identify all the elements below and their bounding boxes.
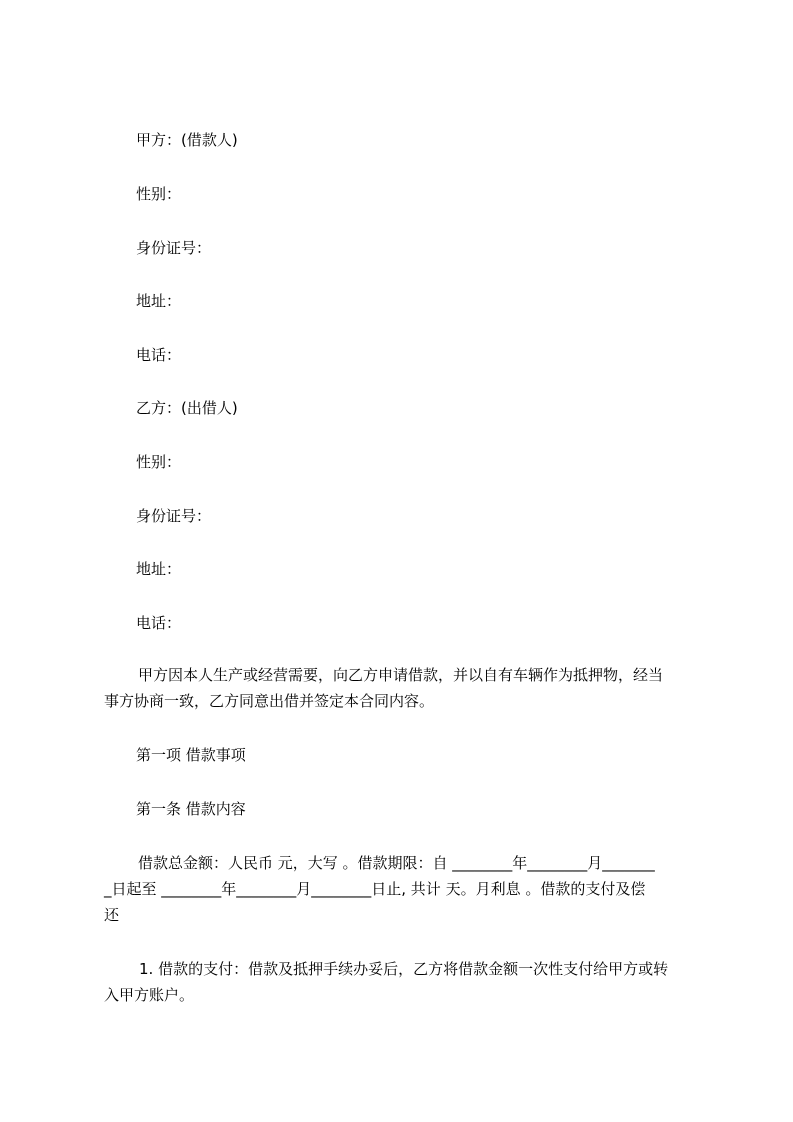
- party-a-phone-label: 电话：: [136, 346, 182, 364]
- intro-line-2: 事方协商一致，乙方同意出借并签定本合同内容。: [104, 692, 435, 710]
- party-b-heading: 乙方：(出借人): [136, 399, 238, 417]
- party-a-id-number-label: 身份证号：: [136, 239, 212, 257]
- loan-content-line-3: 还: [104, 906, 120, 924]
- party-b-id-number-label: 身份证号：: [136, 507, 212, 525]
- loan-content-line-2: _日起至 ________年________月________日止, 共计 天。月利息 。借款的支付及偿: [104, 880, 646, 898]
- party-a-address-label: 地址：: [136, 292, 182, 310]
- party-b-address-label: 地址：: [136, 560, 182, 578]
- loan-content-paragraph: [104, 850, 702, 928]
- intro-text-1: 甲方因本人生产或经营需要，向乙方申请借款，并以自有车辆作为抵押物，经当: [138, 666, 664, 684]
- party-a-gender-label: 性别：: [136, 185, 182, 203]
- intro-line-1: [104, 662, 702, 688]
- party-a-heading: 甲方：(借款人): [136, 131, 238, 149]
- clause-1-line-2: 入甲方账户。: [104, 986, 195, 1004]
- clause-1-line-1: [104, 956, 702, 982]
- clause-1-text-1: 1. 借款的支付：借款及抵押手续办妥后，乙方将借款金额一次性支付给甲方或转: [139, 960, 669, 978]
- section-heading: 第一项 借款事项: [136, 746, 246, 764]
- party-b-gender-label: 性别：: [136, 453, 182, 471]
- loan-content-text-1: 借款总金额：人民币 元，大写 。借款期限：自 ________年________月_______: [138, 854, 655, 872]
- loan-content-line-1: [104, 850, 702, 876]
- intro-paragraph: [104, 662, 702, 714]
- party-b-phone-label: 电话：: [136, 614, 182, 632]
- clause-1-paragraph: [104, 956, 702, 1008]
- article-heading: 第一条 借款内容: [136, 800, 246, 818]
